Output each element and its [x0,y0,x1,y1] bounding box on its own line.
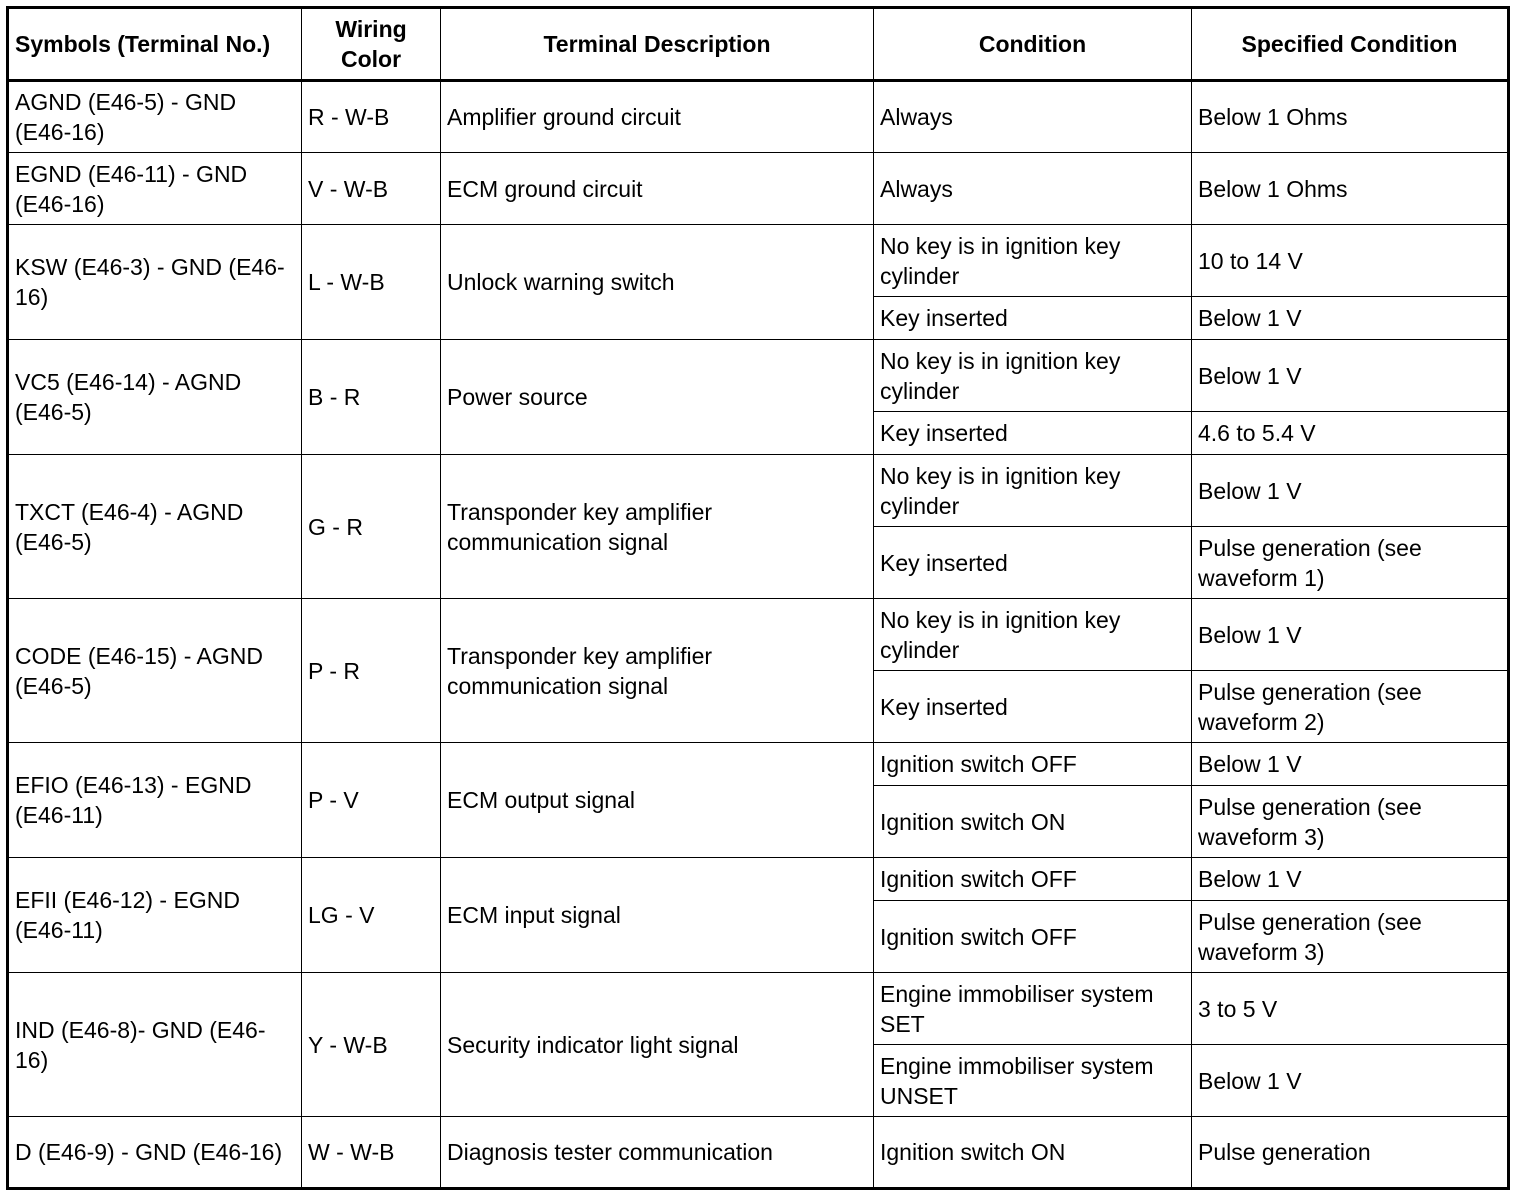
symbol-cell: KSW (E46-3) - GND (E46-16) [8,225,302,340]
description-cell: Amplifier ground circuit [441,81,874,153]
condition-cell: Ignition switch OFF [874,743,1192,786]
description-cell: Unlock warning switch [441,225,874,340]
table-header-row [8,8,1509,81]
table-row [8,973,1509,1045]
table-row [8,858,1509,901]
specified-condition-cell: Below 1 V [1192,858,1509,901]
wiring-color-cell: L - W-B [302,225,441,340]
symbol-cell: EFIO (E46-13) - EGND (E46-11) [8,743,302,858]
symbol-cell: VC5 (E46-14) - AGND (E46-5) [8,340,302,455]
description-cell: Power source [441,340,874,455]
table-row [8,1117,1509,1189]
specified-condition-cell: 3 to 5 V [1192,973,1509,1045]
wiring-color-cell: Y - W-B [302,973,441,1117]
description-cell: ECM ground circuit [441,153,874,225]
condition-cell: Ignition switch OFF [874,858,1192,901]
description-cell: Security indicator light signal [441,973,874,1117]
symbol-cell: D (E46-9) - GND (E46-16) [8,1117,302,1189]
header-condition: Condition [874,8,1192,81]
wiring-color-cell: R - W-B [302,81,441,153]
condition-cell: Ignition switch ON [874,1117,1192,1189]
specified-condition-cell: Below 1 V [1192,743,1509,786]
symbol-cell: EGND (E46-11) - GND (E46-16) [8,153,302,225]
wiring-color-cell: W - W-B [302,1117,441,1189]
wiring-color-cell: LG - V [302,858,441,973]
wiring-color-cell: B - R [302,340,441,455]
condition-cell: No key is in ignition key cylinder [874,225,1192,297]
description-cell: ECM input signal [441,858,874,973]
condition-cell: No key is in ignition key cylinder [874,455,1192,527]
description-cell: Transponder key amplifier communication signal [441,599,874,743]
condition-cell: Ignition switch OFF [874,901,1192,973]
specified-condition-cell: Below 1 V [1192,340,1509,412]
header-terminal-description: Terminal Description [441,8,874,81]
condition-cell: No key is in ignition key cylinder [874,340,1192,412]
symbol-cell: CODE (E46-15) - AGND (E46-5) [8,599,302,743]
header-wiring-color: Wiring Color [302,8,441,81]
description-cell: Diagnosis tester communication [441,1117,874,1189]
symbol-cell: AGND (E46-5) - GND (E46-16) [8,81,302,153]
table-row [8,455,1509,527]
symbol-cell: TXCT (E46-4) - AGND (E46-5) [8,455,302,599]
table-row [8,225,1509,297]
specified-condition-cell: 10 to 14 V [1192,225,1509,297]
condition-cell: No key is in ignition key cylinder [874,599,1192,671]
specified-condition-cell: Below 1 V [1192,455,1509,527]
specified-condition-cell: Pulse generation [1192,1117,1509,1189]
wiring-color-cell: P - R [302,599,441,743]
specified-condition-cell: Pulse generation (see waveform 2) [1192,671,1509,743]
condition-cell: Engine immobiliser system UNSET [874,1045,1192,1117]
specified-condition-cell: Pulse generation (see waveform 1) [1192,527,1509,599]
condition-cell: Key inserted [874,671,1192,743]
specified-condition-cell: Below 1 V [1192,599,1509,671]
specified-condition-cell: Below 1 Ohms [1192,153,1509,225]
condition-cell: Always [874,153,1192,225]
specified-condition-cell: Pulse generation (see waveform 3) [1192,901,1509,973]
condition-cell: Engine immobiliser system SET [874,973,1192,1045]
condition-cell: Key inserted [874,527,1192,599]
wiring-color-cell: P - V [302,743,441,858]
terminal-inspection-table [6,6,1510,1190]
specified-condition-cell: 4.6 to 5.4 V [1192,412,1509,455]
table-row [8,153,1509,225]
table-row [8,81,1509,153]
wiring-color-cell: V - W-B [302,153,441,225]
specified-condition-cell: Below 1 Ohms [1192,81,1509,153]
table-row [8,743,1509,786]
header-symbols: Symbols (Terminal No.) [8,8,302,81]
table-row [8,599,1509,671]
condition-cell: Always [874,81,1192,153]
symbol-cell: IND (E46-8)- GND (E46-16) [8,973,302,1117]
condition-cell: Key inserted [874,297,1192,340]
condition-cell: Key inserted [874,412,1192,455]
condition-cell: Ignition switch ON [874,786,1192,858]
table-row [8,340,1509,412]
description-cell: ECM output signal [441,743,874,858]
description-cell: Transponder key amplifier communication signal [441,455,874,599]
header-specified-condition: Specified Condition [1192,8,1509,81]
symbol-cell: EFII (E46-12) - EGND (E46-11) [8,858,302,973]
wiring-color-cell: G - R [302,455,441,599]
specified-condition-cell: Pulse generation (see waveform 3) [1192,786,1509,858]
specified-condition-cell: Below 1 V [1192,1045,1509,1117]
specified-condition-cell: Below 1 V [1192,297,1509,340]
